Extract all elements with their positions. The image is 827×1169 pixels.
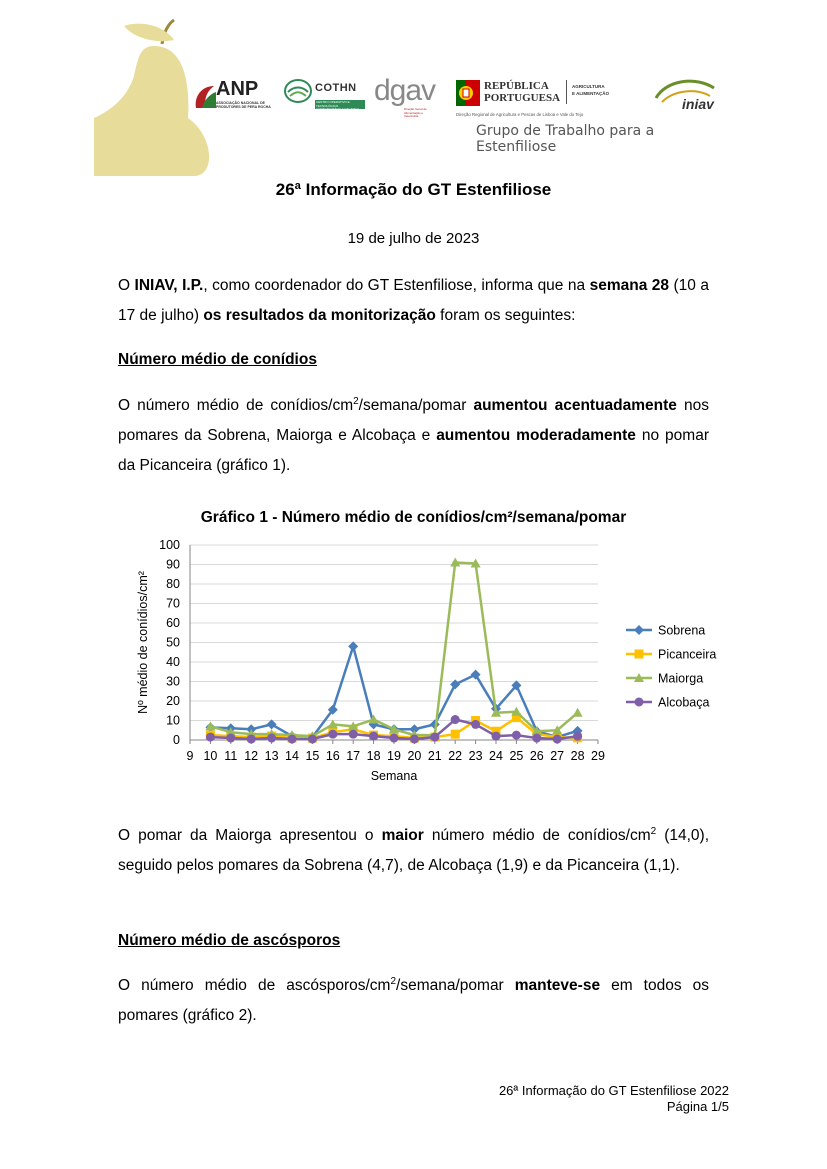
anp-wordmark: ANP	[216, 78, 259, 100]
y-tick-label: 60	[166, 616, 180, 630]
republica-line2: PORTUGUESA	[484, 92, 561, 104]
x-tick-label: 19	[387, 749, 401, 763]
data-point-alcobaca	[328, 730, 337, 739]
text: O pomar da Maiorga apresentou o	[118, 827, 382, 844]
x-tick-label: 18	[366, 749, 381, 763]
data-point-alcobaca	[206, 733, 215, 742]
data-point-alcobaca	[390, 734, 399, 743]
y-tick-label: 90	[166, 557, 180, 572]
data-point-alcobaca	[349, 730, 358, 739]
data-point-alcobaca	[512, 731, 521, 740]
text: nos pomares da Sobrena, Maiorga e Alcobaça e	[118, 397, 709, 444]
chart-title: Gráfico 1 - Número médio de conídios/cm²/semana/pomar	[200, 509, 627, 526]
x-tick-label: 17	[346, 749, 361, 763]
x-tick-label: 9	[186, 749, 194, 763]
x-axis-title: Semana	[370, 769, 418, 783]
conidios-paragraph-1	[118, 391, 709, 481]
iniav-logo	[652, 76, 724, 118]
data-point-alcobaca	[267, 734, 276, 743]
section-heading-conidios: Número médio de conídios	[118, 351, 317, 368]
y-tick-label: 50	[166, 635, 180, 650]
x-tick-label: 21	[427, 749, 442, 763]
legend-label-picanceira: Picanceira	[658, 647, 717, 662]
legend-label-sobrena: Sobrena	[658, 623, 706, 638]
footer-page-number: Página 1/5	[666, 1099, 729, 1114]
text: /semana/pomar	[396, 977, 515, 994]
y-tick-label: 30	[166, 674, 180, 689]
data-point-maiorga	[573, 708, 583, 717]
superscript: 2	[390, 975, 397, 987]
report-date: 19 de julho de 2023	[347, 230, 480, 247]
bold-text: manteve-se	[514, 977, 601, 994]
ministry-line2: E ALIMENTAÇÃO	[572, 91, 609, 96]
data-point-alcobaca	[573, 732, 582, 741]
bold-text: aumentou moderadamente	[436, 427, 636, 444]
y-axis-title: Nº médio de conídios/cm²	[136, 571, 150, 714]
y-tick-label: 80	[166, 577, 180, 591]
ministry-line1: AGRICULTURA	[572, 84, 605, 89]
x-tick-label: 23	[468, 749, 483, 763]
page-footer	[499, 1083, 729, 1115]
x-tick-label: 28	[570, 749, 585, 763]
text: O número médio de conídios/cm	[118, 397, 354, 414]
text: no pomar da Picanceira (gráfico 1).	[118, 427, 709, 474]
y-tick-label: 40	[166, 655, 180, 669]
data-point-alcobaca	[410, 735, 419, 744]
x-tick-label: 10	[203, 749, 218, 763]
data-point-alcobaca	[308, 735, 317, 744]
x-tick-label: 29	[591, 749, 605, 763]
x-tick-label: 20	[407, 749, 422, 763]
footer-document-title: 26ª Informação do GT Estenfiliose 2022	[498, 1083, 729, 1098]
republica-line1: REPÚBLICA	[484, 80, 549, 92]
data-point-alcobaca	[226, 734, 235, 743]
logo-divider	[566, 80, 567, 104]
cothn-subtitle: CENTRO OPERATIVO E TECNOLÓGICO HORTOFRUTÍCOLA NACIONAL	[315, 100, 365, 109]
banner-tagline: Grupo de Trabalho para a Estenfiliose	[476, 123, 655, 155]
x-tick-label: 15	[305, 749, 320, 763]
y-tick-label: 0	[173, 733, 180, 747]
y-tick-label: 70	[166, 596, 180, 611]
intro-text-3: (10 a 17 de julho)	[118, 277, 709, 324]
text: em todos os pomares (gráfico 2).	[118, 977, 709, 1024]
ascosporos-paragraph	[118, 971, 709, 1031]
x-tick-label: 14	[285, 749, 299, 763]
text: número médio de conídios/cm	[423, 827, 651, 844]
legend-marker-alcobaca	[635, 698, 644, 707]
cothn-logo	[284, 78, 364, 118]
data-point-alcobaca	[369, 732, 378, 741]
x-tick-label: 13	[264, 749, 279, 763]
legend-marker-picanceira	[635, 650, 644, 659]
intro-bold-1: INIAV, I.P.	[134, 277, 204, 294]
coat-of-arms-icon	[456, 80, 480, 108]
legend-label-maiorga: Maiorga	[658, 671, 704, 686]
intro-text-2: , como coordenador do GT Estenfiliose, informa que na	[203, 277, 590, 294]
x-tick-label: 27	[550, 749, 565, 763]
data-point-sobrena	[450, 679, 460, 689]
data-point-picanceira	[451, 730, 460, 739]
data-point-alcobaca	[553, 735, 562, 744]
x-tick-label: 25	[509, 749, 524, 763]
text: /semana/pomar	[358, 397, 474, 414]
x-tick-label: 26	[529, 749, 544, 763]
y-tick-label: 100	[159, 538, 180, 552]
cothn-emblem-icon	[284, 78, 312, 104]
data-point-alcobaca	[532, 734, 541, 743]
x-tick-label: 22	[448, 749, 463, 763]
superscript: 2	[650, 825, 657, 837]
legend-label-alcobaca: Alcobaça	[658, 695, 710, 710]
intro-text-1: O	[118, 277, 135, 294]
superscript: 2	[353, 395, 359, 407]
anp-emblem-icon	[192, 82, 218, 112]
anp-logo	[192, 78, 292, 118]
intro-paragraph	[118, 271, 709, 331]
conidios-line-chart	[120, 534, 740, 790]
data-point-alcobaca	[471, 720, 480, 729]
data-point-alcobaca	[247, 735, 256, 744]
dgav-wordmark: dgav	[374, 74, 436, 107]
anp-subtitle: ASSOCIAÇÃO NACIONAL DE PRODUTORES DE PERA ROCHA	[216, 101, 271, 109]
data-point-alcobaca	[492, 732, 501, 741]
conidios-paragraph-2	[118, 821, 709, 881]
legend-marker-sobrena	[634, 625, 644, 635]
text: O número médio de ascósporos/cm	[118, 977, 391, 994]
y-tick-label: 10	[166, 713, 180, 728]
section-heading-ascosporos: Número médio de ascósporos	[118, 932, 341, 949]
x-tick-label: 24	[489, 749, 503, 763]
dgav-logo	[374, 74, 440, 122]
intro-bold-3: os resultados da monitorização	[203, 307, 436, 324]
intro-bold-2: semana 28	[589, 277, 670, 294]
x-tick-label: 12	[244, 749, 259, 763]
series-line-maiorga	[210, 563, 577, 737]
text: (14,0), seguido pelos pomares da Sobrena (4,7), de Alcobaça (1,9) e da Picanceira (1,1).	[118, 827, 710, 874]
x-tick-label: 16	[325, 749, 340, 763]
data-point-alcobaca	[430, 733, 439, 742]
page-title: 26ª Informação do GT Estenfiliose	[275, 180, 552, 199]
republica-logo	[456, 78, 636, 122]
bold-text: aumentou acentuadamente	[473, 397, 677, 414]
direcao-regional: Direção Regional de Agricultura e Pescas de Lisboa e Vale do Tejo	[456, 112, 584, 117]
iniav-wordmark: iniav	[682, 96, 714, 112]
dgav-subtitle: Direção Geral de Alimentação e Veterinária	[404, 107, 427, 118]
data-point-alcobaca	[451, 715, 460, 724]
header-banner	[94, 18, 734, 176]
y-tick-label: 20	[166, 694, 180, 708]
data-point-alcobaca	[288, 735, 297, 744]
cothn-wordmark: COTHN	[315, 82, 357, 94]
bold-text: maior	[381, 827, 424, 844]
intro-text-4: foram os seguintes:	[435, 307, 576, 324]
x-tick-label: 11	[224, 749, 238, 763]
